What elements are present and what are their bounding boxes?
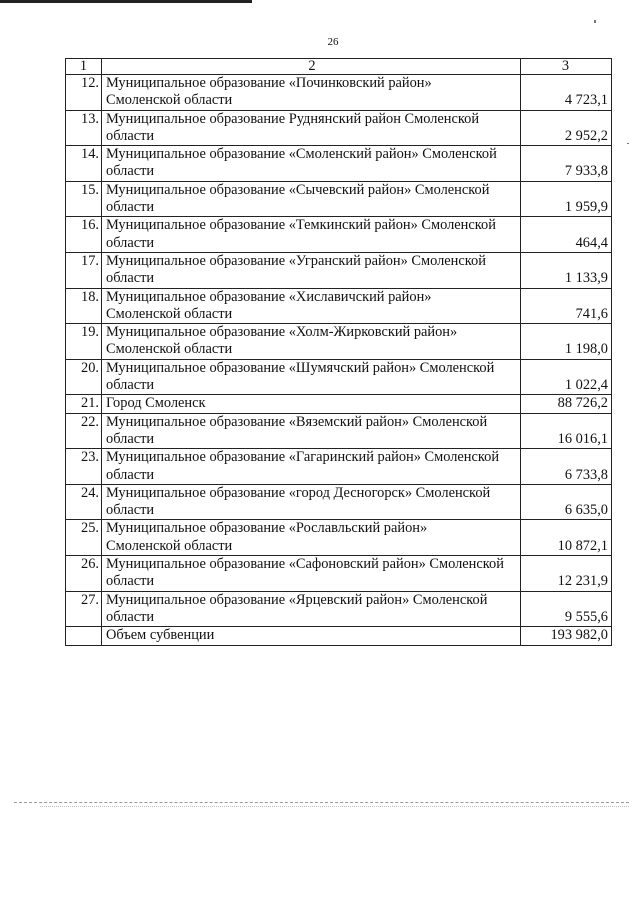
subvention-amount: 1 959,9 xyxy=(521,181,612,217)
municipality-name-line-2: области xyxy=(106,573,155,590)
subvention-amount: 88 726,2 xyxy=(521,395,612,413)
municipality-name-line-2: Смоленской области xyxy=(106,537,233,554)
municipality-name-line-2: Смоленской области xyxy=(106,341,233,358)
row-number: 19. xyxy=(66,324,102,360)
row-number: 24. xyxy=(66,484,102,520)
subvention-amount: 741,6 xyxy=(521,288,612,324)
table-row xyxy=(66,146,612,182)
row-number xyxy=(66,627,102,645)
subvention-amount: 12 231,9 xyxy=(521,556,612,592)
municipality-name-line-1: Город Смоленск xyxy=(106,395,206,412)
municipality-name-line-1: Муниципальное образование «Починковский район» xyxy=(106,75,432,91)
municipality-name xyxy=(102,110,521,146)
table-total-row xyxy=(66,627,612,645)
municipality-name xyxy=(102,288,521,324)
municipality-name xyxy=(102,324,521,360)
row-number: 27. xyxy=(66,591,102,627)
footer-rule xyxy=(14,802,629,803)
subvention-amount: 1 198,0 xyxy=(521,324,612,360)
footer-rule-faint xyxy=(40,806,629,807)
row-number: 18. xyxy=(66,288,102,324)
row-number: 14. xyxy=(66,146,102,182)
subvention-amount: 16 016,1 xyxy=(521,413,612,449)
municipality-name xyxy=(102,449,521,485)
municipality-name-line-2: области xyxy=(106,377,155,394)
table-row xyxy=(66,520,612,556)
table-row xyxy=(66,395,612,413)
municipality-name-line-1: Муниципальное образование «Сычевский район» Смоленской xyxy=(106,181,490,198)
municipality-name-line-2: области xyxy=(106,430,155,447)
municipality-name xyxy=(102,359,521,395)
page-number: 26 xyxy=(327,36,339,48)
municipality-name-line-2: области xyxy=(106,270,155,287)
subvention-amount: 6 733,8 xyxy=(521,449,612,485)
municipality-name-line-2: Смоленской области xyxy=(106,305,233,322)
subvention-table xyxy=(65,58,612,646)
table-row xyxy=(66,324,612,360)
municipality-name xyxy=(102,591,521,627)
municipality-name-line-1: Муниципальное образование «Угранский район» Смоленской xyxy=(106,252,486,269)
municipality-name: Объем субвенции xyxy=(102,627,521,645)
scan-speck xyxy=(627,143,629,144)
row-number: 13. xyxy=(66,110,102,146)
municipality-name xyxy=(102,75,521,111)
municipality-name xyxy=(102,520,521,556)
municipality-name-line-2: области xyxy=(106,466,155,483)
header-col-1: 1 xyxy=(66,59,102,75)
header-col-2: 2 xyxy=(102,59,521,75)
table-row xyxy=(66,556,612,592)
subvention-amount: 2 952,2 xyxy=(521,110,612,146)
municipality-name-line-1: Муниципальное образование «Шумячский район» Смоленской xyxy=(106,359,495,376)
municipality-name-line-2: области xyxy=(106,199,155,216)
municipality-name xyxy=(102,217,521,253)
row-number: 26. xyxy=(66,556,102,592)
municipality-name-line-1: Муниципальное образование «Холм-Жирковский район» xyxy=(106,324,458,341)
municipality-name-line-1: Муниципальное образование «Рославльский район» xyxy=(106,520,428,537)
subvention-amount: 1 022,4 xyxy=(521,359,612,395)
municipality-name-line-2: области xyxy=(106,502,155,519)
municipality-name-line-2: области xyxy=(106,234,155,251)
municipality-name-line-1: Муниципальное образование «Смоленский район» Смоленской xyxy=(106,146,497,163)
table-row xyxy=(66,484,612,520)
subvention-amount: 464,4 xyxy=(521,217,612,253)
municipality-name xyxy=(102,181,521,217)
municipality-name-line-1: Муниципальное образование «город Десногорск» Смоленской xyxy=(106,484,491,501)
municipality-name-line-1: Муниципальное образование Руднянский район Смоленской xyxy=(106,110,480,127)
subvention-amount: 6 635,0 xyxy=(521,484,612,520)
municipality-name-line-1: Муниципальное образование «Ярцевский район» Смоленской xyxy=(106,591,488,608)
row-number: 25. xyxy=(66,520,102,556)
subvention-amount: 9 555,6 xyxy=(521,591,612,627)
subvention-amount: 4 723,1 xyxy=(521,75,612,111)
row-number: 21. xyxy=(66,395,102,413)
municipality-name-line-2: области xyxy=(106,163,155,180)
top-border-rule xyxy=(0,0,252,3)
table-row xyxy=(66,359,612,395)
row-number: 16. xyxy=(66,217,102,253)
header-col-3: 3 xyxy=(521,59,612,75)
subvention-amount: 1 133,9 xyxy=(521,252,612,288)
table-row xyxy=(66,449,612,485)
scan-speck xyxy=(594,20,596,23)
municipality-name-line-1: Муниципальное образование «Сафоновский район» Смоленской xyxy=(106,556,504,573)
municipality-name xyxy=(102,146,521,182)
row-number: 22. xyxy=(66,413,102,449)
table-row xyxy=(66,75,612,111)
table-row xyxy=(66,110,612,146)
table-row xyxy=(66,413,612,449)
municipality-name-line-1: Муниципальное образование «Хиславичский район» xyxy=(106,288,432,305)
row-number: 20. xyxy=(66,359,102,395)
table-row xyxy=(66,181,612,217)
table-header-row xyxy=(66,59,612,75)
municipality-name xyxy=(102,413,521,449)
total-amount: 193 982,0 xyxy=(521,627,612,645)
table-row xyxy=(66,288,612,324)
table-row xyxy=(66,217,612,253)
municipality-name-line-1: Муниципальное образование «Вяземский район» Смоленской xyxy=(106,413,488,430)
row-number: 15. xyxy=(66,181,102,217)
municipality-name-line-1: Муниципальное образование «Темкинский район» Смоленской xyxy=(106,217,496,234)
municipality-name-line-2: области xyxy=(106,608,155,625)
municipality-name-line-2: области xyxy=(106,127,155,144)
municipality-name xyxy=(102,395,521,413)
table-row xyxy=(66,591,612,627)
row-number: 17. xyxy=(66,252,102,288)
subvention-amount: 10 872,1 xyxy=(521,520,612,556)
municipality-name-line-2: Смоленской области xyxy=(106,92,233,109)
municipality-name xyxy=(102,484,521,520)
municipality-name-line-1: Муниципальное образование «Гагаринский район» Смоленской xyxy=(106,449,500,466)
row-number: 23. xyxy=(66,449,102,485)
municipality-name xyxy=(102,252,521,288)
row-number: 12. xyxy=(66,75,102,111)
table-row xyxy=(66,252,612,288)
municipality-name xyxy=(102,556,521,592)
subvention-amount: 7 933,8 xyxy=(521,146,612,182)
